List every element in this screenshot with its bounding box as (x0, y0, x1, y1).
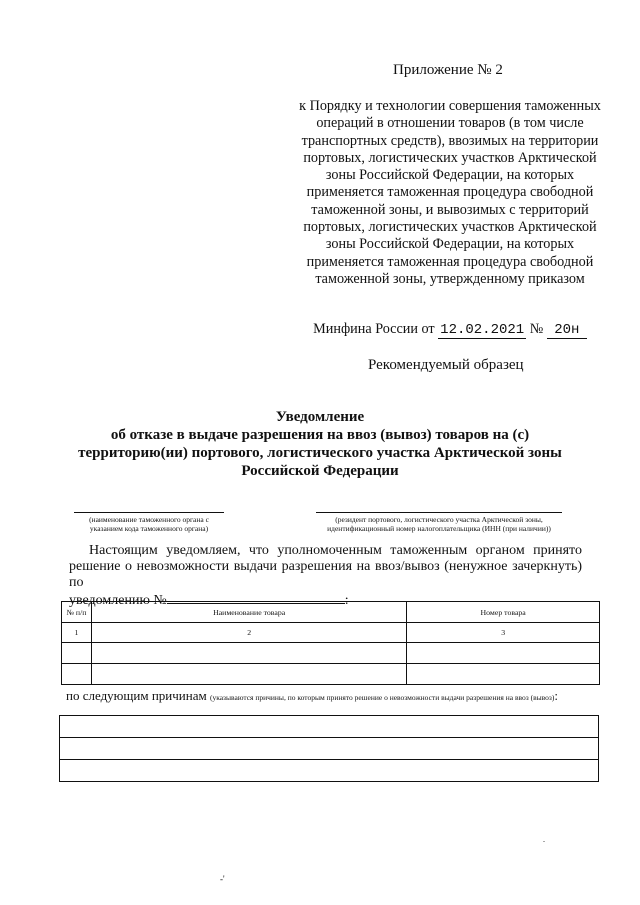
goods-table-index-row (62, 623, 600, 643)
column-number-3: 3 (407, 623, 600, 643)
customs-authority-caption: (наименование таможенного органа с указанием кода таможенного органа) (74, 512, 224, 533)
notification-prefix: уведомлению № (69, 593, 167, 608)
number-sign: № (529, 321, 544, 337)
table-row (62, 643, 600, 664)
table-row (62, 664, 600, 685)
table-row (60, 738, 599, 760)
reasons-suffix: : (554, 688, 558, 703)
document-title-rest: об отказе в выдаче разрешения на ввоз (вывоз) товаров на (с) территорию(ии) портового, логистического участка Арктической зоны Российской Федерации (78, 427, 562, 479)
approval-reference: к Порядку и технологии совершения таможенных операций в отношении товаров (в том числе транспортных средств), ввозимых на территории портовых, логистических участков Арктической зоны Российской Федерации, на которых применяется таможенная процедура свободной таможенной зоны, и вывозимых с территорий портовых, логистических участков Арктической зоны Российской Федерации, на которых применяется таможенная процедура свободной таможенной зоны, утвержденному приказом (299, 98, 601, 287)
sample-label: Рекомендуемый образец (368, 357, 524, 373)
appendix-title: Приложение № 2 (393, 62, 503, 78)
notification-suffix: : (344, 593, 349, 608)
header-cell-number: № п/п (62, 602, 92, 623)
table-cell (91, 664, 406, 685)
resident-caption: (резидент портового, логистического участка Арктической зоны, идентификационный номер налогоплательщика (ИНН (при наличии)) (316, 512, 562, 533)
notice-paragraph (69, 543, 582, 609)
table-cell (60, 760, 599, 782)
header-cell-item-number: Номер товара (407, 602, 600, 623)
notice-text: Настоящим уведомляем, что уполномоченным таможенным органом принято решение о невозможности выдачи разрешения на ввоз/вывоз (ненужное зачеркнуть) по (69, 543, 582, 590)
order-date: 12.02.2021 (440, 322, 525, 338)
table-row (60, 760, 599, 782)
header-cell-name: Наименование товара (91, 602, 406, 623)
reasons-paragraph (66, 688, 596, 706)
column-number-1: 1 (62, 623, 92, 643)
ministry-prefix: Минфина России от (313, 321, 435, 337)
table-cell (62, 664, 92, 685)
table-cell (407, 643, 600, 664)
reasons-table (59, 715, 599, 782)
approval-date-line (296, 321, 604, 339)
table-cell (91, 643, 406, 664)
table-cell (60, 716, 599, 738)
goods-table (61, 601, 600, 685)
document-title-line1: Уведомление (275, 409, 365, 425)
table-cell (62, 643, 92, 664)
scan-mark: -' (220, 874, 225, 884)
order-number: 20н (547, 322, 587, 339)
table-cell (60, 738, 599, 760)
reasons-label: по следующим причинам (66, 688, 207, 703)
table-row (60, 716, 599, 738)
scan-mark: . (543, 835, 545, 844)
document-title (60, 408, 580, 480)
column-number-2: 2 (91, 623, 406, 643)
goods-table-header-row (62, 602, 600, 623)
reasons-note: (указываются причины, по которым принято решение о невозможности выдачи разрешения на ввоз (вывоз) (209, 693, 555, 702)
table-cell (407, 664, 600, 685)
